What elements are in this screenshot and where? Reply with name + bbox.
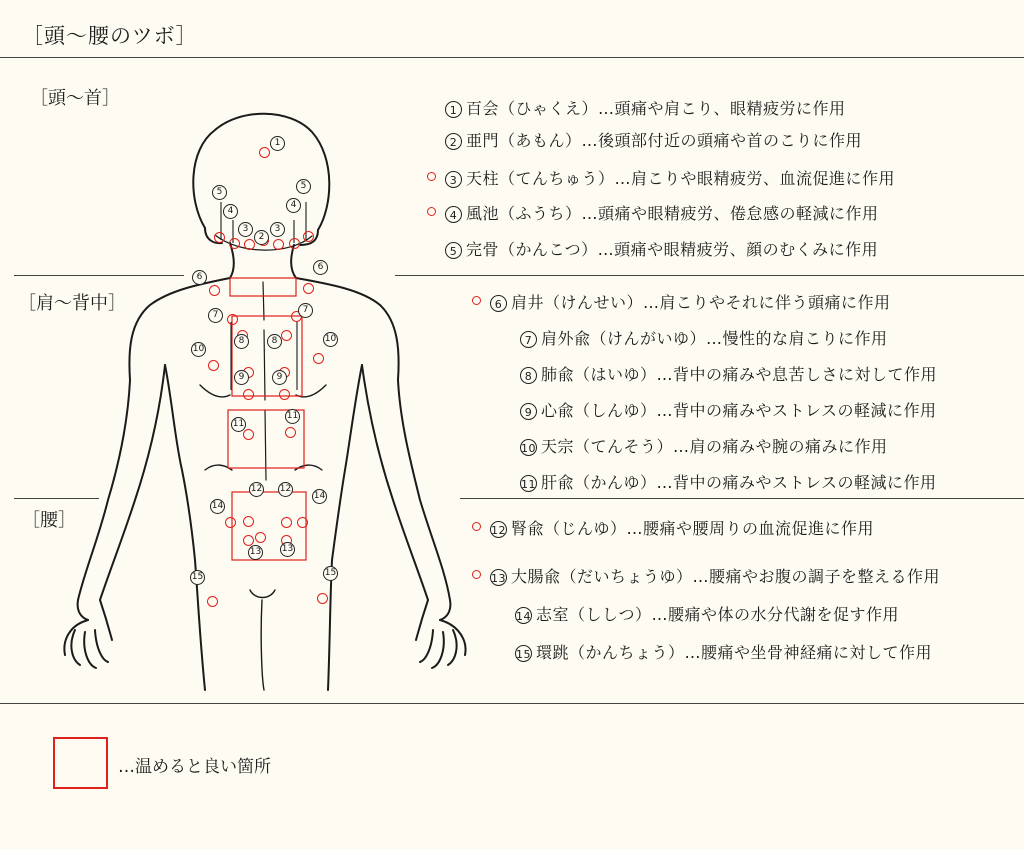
acupoint-dot [244,239,255,250]
figure-number-marker: 5 [212,185,227,200]
acupoint-item-12 [490,516,874,539]
figure-number-marker: 8 [267,334,282,349]
acupoint-number: 5 [445,242,462,259]
acupoint-description: 肩井（けんせい）…肩こりやそれに伴う頭痛に作用 [511,293,891,312]
acupoint-number: 4 [445,206,462,223]
figure-number-marker: 4 [223,204,238,219]
acupoint-description: 亜門（あもん）…後頭部付近の頭痛や首のこりに作用 [466,131,863,150]
acupoint-description: 心兪（しんゆ）…背中の痛みやストレスの軽減に作用 [541,401,937,420]
figure-number-marker: 11 [231,417,246,432]
figure-number-marker: 12 [278,482,293,497]
acupoint-description: 大腸兪（だいちょうゆ）…腰痛やお腹の調子を整える作用 [511,567,941,586]
figure-number-marker: 15 [323,566,338,581]
acupoint-number: 7 [520,331,537,348]
acupoint-number: 2 [445,133,462,150]
acupoint-dot [281,517,292,528]
warm-area-legend-box [53,737,108,789]
acupoint-item-10 [520,434,888,457]
acupoint-dot [303,283,314,294]
figure-number-marker: 3 [238,222,253,237]
figure-number-marker: 12 [249,482,264,497]
section-head-neck: ［頭～首］ [30,88,120,109]
figure-number-marker: 7 [208,308,223,323]
acupoint-number: 14 [515,607,532,624]
figure-number-marker: 6 [313,260,328,275]
acupoint-description: 天宗（てんそう）…肩の痛みや腕の痛みに作用 [541,437,888,456]
acupoint-dot [229,238,240,249]
highlight-marker [472,570,481,579]
acupoint-description: 風池（ふうち）…頭痛や眼精疲労、倦怠感の軽減に作用 [466,204,879,223]
acupoint-dot [313,353,324,364]
acupoint-number: 15 [515,645,532,662]
acupoint-description: 志室（ししつ）…腰痛や体の水分代謝を促す作用 [536,605,900,624]
figure-number-marker: 5 [296,179,311,194]
acupoint-item-7 [520,326,888,349]
page-title: ［頭～腰のツボ］ [22,24,198,48]
figure-number-marker: 13 [280,542,295,557]
figure-number-marker: 10 [323,332,338,347]
figure-number-marker: 10 [191,342,206,357]
acupoint-item-14 [515,602,899,625]
acupoint-item-6 [490,290,891,313]
acupoint-item-8 [520,362,937,385]
section-waist: ［腰］ [22,510,76,531]
figure-number-marker: 13 [248,545,263,560]
acupoint-item-5 [445,237,878,260]
acupoint-item-2 [445,128,862,151]
acupoint-description: 天柱（てんちゅう）…肩こりや眼精疲労、血流促進に作用 [466,169,896,188]
acupoint-dot [243,389,254,400]
figure-number-marker: 1 [270,136,285,151]
warm-area-legend-text: …温めると良い箇所 [118,757,271,777]
acupoint-number: 11 [520,475,537,492]
figure-number-marker: 14 [312,489,327,504]
acupoint-dot [285,427,296,438]
figure-number-marker: 7 [298,303,313,318]
acupoint-description: 肩外兪（けんがいゆ）…慢性的な肩こりに作用 [541,329,888,348]
acupoint-item-4 [445,201,879,224]
acupoint-item-13 [490,564,940,587]
acupoint-item-11 [520,470,937,493]
acupoint-dot [243,429,254,440]
highlight-marker [472,296,481,305]
figure-number-marker: 2 [254,230,269,245]
figure-number-marker: 3 [270,222,285,237]
acupoint-dot [208,360,219,371]
acupoint-dot [303,231,314,242]
acupoint-dot [255,532,266,543]
acupoint-number: 6 [490,295,507,312]
figure-number-marker: 9 [272,370,287,385]
figure-number-marker: 11 [285,409,300,424]
figure-number-marker: 8 [234,334,249,349]
figure-number-marker: 9 [234,370,249,385]
acupoint-dot [207,596,218,607]
acupoint-number: 3 [445,171,462,188]
acupoint-dot [297,517,308,528]
section-shoulder-back: ［肩～背中］ [18,293,126,314]
acupoint-number: 8 [520,367,537,384]
figure-number-marker: 14 [210,499,225,514]
acupoint-dot [279,389,290,400]
acupoint-description: 腎兪（じんゆ）…腰痛や腰周りの血流促進に作用 [511,519,875,538]
acupoint-dot [259,147,270,158]
highlight-marker [427,207,436,216]
acupoint-description: 肺兪（はいゆ）…背中の痛みや息苦しさに対して作用 [541,365,938,384]
acupoint-dot [225,517,236,528]
acupoint-description: 肝兪（かんゆ）…背中の痛みやストレスの軽減に作用 [541,473,937,492]
acupoint-item-9 [520,398,937,421]
acupoint-item-3 [445,166,895,189]
acupoint-dot [227,314,238,325]
acupoint-description: 百会（ひゃくえ）…頭痛や肩こり、眼精疲労に作用 [466,99,846,118]
acupoint-description: 環跳（かんちょう）…腰痛や坐骨神経痛に対して作用 [536,643,933,662]
acupoint-number: 1 [445,101,462,118]
highlight-marker [427,172,436,181]
figure-number-marker: 4 [286,198,301,213]
acupoint-item-15 [515,640,932,663]
figure-number-marker: 15 [190,570,205,585]
acupoint-dot [281,330,292,341]
acupoint-dot [289,238,300,249]
highlight-marker [472,522,481,531]
acupoint-number: 9 [520,403,537,420]
acupoint-dot [243,516,254,527]
figure-number-marker: 6 [192,270,207,285]
acupoint-dot [209,285,220,296]
acupoint-number: 10 [520,439,537,456]
acupoint-number: 13 [490,569,507,586]
acupoint-description: 完骨（かんこつ）…頭痛や眼精疲労、顔のむくみに作用 [466,240,879,259]
acupoint-dot [317,593,328,604]
acupoint-item-1 [445,96,846,119]
acupoint-dot [214,232,225,243]
acupoint-dot [273,239,284,250]
acupoint-number: 12 [490,521,507,538]
